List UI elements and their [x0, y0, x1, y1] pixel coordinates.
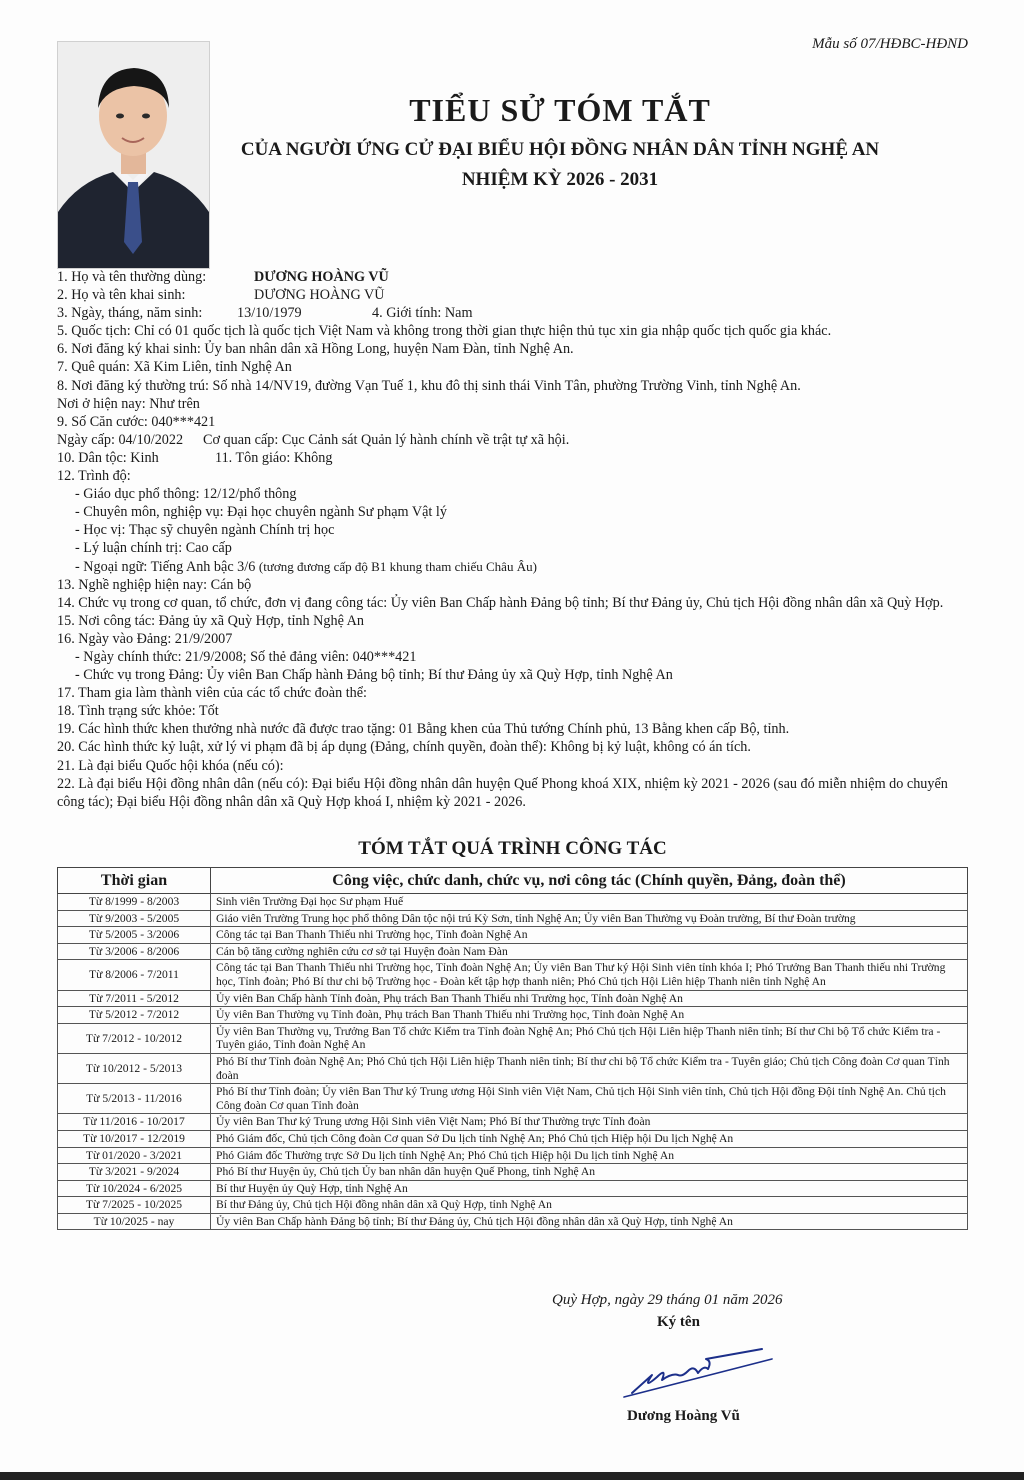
- table-row: [58, 1023, 968, 1053]
- info-line-10: [57, 449, 977, 467]
- info-line-6: 6. Nơi đăng ký khai sinh: Ủy ban nhân dân xã Hồng Long, huyện Nam Đàn, tỉnh Nghệ An.: [57, 341, 574, 358]
- table-row: [58, 1130, 968, 1147]
- id-issue-date: Ngày cấp: 04/10/2022: [57, 431, 184, 448]
- row-job: Công tác tại Ban Thanh Thiếu nhi Trường học, Tỉnh đoàn Nghệ An: [211, 927, 968, 944]
- info-line-12: 12. Trình độ:: [57, 468, 131, 485]
- bottom-edge-bar: [0, 1472, 1024, 1480]
- col-header-job: Công việc, chức danh, chức vụ, nơi công tác (Chính quyền, Đảng, đoàn thể): [211, 868, 968, 894]
- table-header-row: [58, 868, 968, 894]
- table-row: [58, 960, 968, 990]
- row-job: Ủy viên Ban Thư ký Trung ương Hội Sinh viên Việt Nam; Phó Bí thư Thường trực Tỉnh đoàn: [211, 1114, 968, 1131]
- form-code: Mẫu số 07/HĐBC-HĐND: [812, 36, 968, 52]
- row-time: Từ 8/2006 - 7/2011: [58, 960, 211, 990]
- table-row: [58, 990, 968, 1007]
- birth-name-value: DƯƠNG HOÀNG VŨ: [254, 287, 385, 304]
- info-line-1: [57, 268, 977, 286]
- row-time: Từ 10/2017 - 12/2019: [58, 1130, 211, 1147]
- info-line-9b: [57, 431, 977, 449]
- table-row: [58, 1007, 968, 1024]
- row-job: Phó Bí thư Tỉnh đoàn; Ủy viên Ban Thư ký Trung ương Hội Sinh viên Việt Nam, Chủ tịch Hội Sinh viên tỉnh, Chủ tịch Hội đồng Đội tỉnh Nghệ An. Chủ tịch Công đoàn Cơ quan Tỉnh đoàn: [211, 1084, 968, 1114]
- signer-name: Dương Hoàng Vũ: [627, 1408, 740, 1424]
- table-row: [58, 894, 968, 911]
- row-job: Phó Giám đốc Thường trực Sở Du lịch tỉnh Nghệ An; Phó Chủ tịch Hiệp hội Du lịch tỉnh Nghệ An: [211, 1147, 968, 1164]
- info-line-21: 21. Là đại biểu Quốc hội khóa (nếu có):: [57, 757, 284, 774]
- religion: 11. Tôn giáo: Không: [215, 449, 333, 466]
- document-subtitle: CỦA NGƯỜI ỨNG CỬ ĐẠI BIỂU HỘI ĐỒNG NHÂN DÂN TỈNH NGHỆ AN: [240, 139, 880, 160]
- table-row: [58, 943, 968, 960]
- row-job: Công tác tại Ban Thanh Thiếu nhi Trường học, Tỉnh đoàn Nghệ An; Ủy viên Ban Thư ký Hội Sinh viên tỉnh khóa I; Phó Trưởng Ban Thanh thiếu nhi Trường học, Tỉnh đoàn; Phó Bí thư chi bộ Trường học - Đoàn kết tập hợp thanh niên; Phó Chủ tịch Hội Liên hiệp Thanh niên tỉnh Nghệ An: [211, 960, 968, 990]
- party-official-date: - Ngày chính thức: 21/9/2008; Số thẻ đảng viên: 040***421: [75, 648, 417, 665]
- row-time: Từ 11/2016 - 10/2017: [58, 1114, 211, 1131]
- info-line-15: 15. Nơi công tác: Đảng ủy xã Quỳ Hợp, tỉnh Nghệ An: [57, 612, 364, 629]
- info-line-9: 9. Số Căn cước: 040***421: [57, 413, 216, 430]
- info-line-8: 8. Nơi đăng ký thường trú: Số nhà 14/NV19, đường Vạn Tuế 1, khu đô thị sinh thái Vinh Tân, phường Trường Vinh, tỉnh Nghệ An.: [57, 377, 801, 394]
- common-name-label: 1. Họ và tên thường dùng:: [57, 269, 207, 285]
- row-job: Giáo viên Trường Trung học phổ thông Dân tộc nội trú Kỳ Sơn, tỉnh Nghệ An; Ủy viên Ban Thường vụ Đoàn trường, Bí thư Đoàn trường: [211, 910, 968, 927]
- info-line-14: 14. Chức vụ trong cơ quan, tổ chức, đơn vị đang công tác: Ủy viên Ban Chấp hành Đảng bộ tỉnh; Bí thư Đảng ủy, Chủ tịch Hội đồng nhân dân xã Quỳ Hợp.: [57, 594, 944, 611]
- education-language: [57, 558, 977, 576]
- table-row: [58, 1180, 968, 1197]
- row-job: Ủy viên Ban Thường vụ Tỉnh đoàn, Phụ trách Ban Thanh Thiếu nhi Trường học, Tỉnh đoàn Nghệ An: [211, 1007, 968, 1024]
- row-time: Từ 7/2012 - 10/2012: [58, 1023, 211, 1053]
- row-job: Cán bộ tăng cường nghiên cứu cơ sở tại Huyện đoàn Nam Đàn: [211, 943, 968, 960]
- row-time: Từ 8/1999 - 8/2003: [58, 894, 211, 911]
- info-line-13: 13. Nghề nghiệp hiện nay: Cán bộ: [57, 576, 252, 593]
- row-time: Từ 10/2024 - 6/2025: [58, 1180, 211, 1197]
- work-history-table: [57, 867, 968, 1230]
- table-row: [58, 1197, 968, 1214]
- col-header-time: Thời gian: [58, 868, 211, 894]
- row-time: Từ 10/2012 - 5/2013: [58, 1053, 211, 1083]
- document-title: TIỂU SỬ TÓM TẮT: [409, 92, 711, 128]
- table-row: [58, 927, 968, 944]
- portrait-illustration: [58, 42, 209, 268]
- info-line-18: 18. Tình trạng sức khỏe: Tốt: [57, 703, 219, 720]
- row-job: Ủy viên Ban Thường vụ, Trưởng Ban Tổ chức Kiểm tra Tỉnh đoàn Nghệ An; Phó Chủ tịch Hội Liên hiệp Thanh niên tỉnh; Bí thư Chi bộ Tổ chức Kiểm tra - Tuyên giáo, Tỉnh đoàn Nghệ An: [211, 1023, 968, 1053]
- portrait-photo: [57, 41, 210, 269]
- birth-name-label: 2. Họ và tên khai sinh:: [57, 287, 186, 304]
- row-job: Phó Bí thư Huyện ủy, Chủ tịch Ủy ban nhân dân huyện Quế Phong, tỉnh Nghệ An: [211, 1164, 968, 1181]
- table-row: [58, 1147, 968, 1164]
- education-degree: - Học vị: Thạc sỹ chuyên ngành Chính trị học: [75, 522, 335, 539]
- table-row: [58, 1213, 968, 1230]
- row-time: Từ 7/2011 - 5/2012: [58, 990, 211, 1007]
- common-name-value: DƯƠNG HOÀNG VŨ: [254, 269, 389, 285]
- info-line-16: 16. Ngày vào Đảng: 21/9/2007: [57, 630, 233, 647]
- info-line-7: 7. Quê quán: Xã Kim Liên, tỉnh Nghệ An: [57, 359, 292, 376]
- row-job: Ủy viên Ban Chấp hành Đảng bộ tỉnh; Bí thư Đảng ủy, Chủ tịch Hội đồng nhân dân xã Quỳ Hợp, tỉnh Nghệ An: [211, 1213, 968, 1230]
- language-level: - Ngoại ngữ: Tiếng Anh bậc 3/6: [75, 558, 256, 575]
- row-time: Từ 10/2025 - nay: [58, 1213, 211, 1230]
- row-job: Phó Giám đốc, Chủ tịch Công đoàn Cơ quan Sở Du lịch tỉnh Nghệ An; Phó Chủ tịch Hiệp hội Du lịch Nghệ An: [211, 1130, 968, 1147]
- row-time: Từ 5/2005 - 3/2006: [58, 927, 211, 944]
- row-job: Bí thư Huyện ủy Quỳ Hợp, tỉnh Nghệ An: [211, 1180, 968, 1197]
- info-line-19: 19. Các hình thức khen thưởng nhà nước đã được trao tặng: 01 Bằng khen của Thủ tướng Chính phủ, 13 Bằng khen cấp Bộ, tỉnh.: [57, 721, 790, 738]
- row-job: Ủy viên Ban Chấp hành Tỉnh đoàn, Phụ trách Ban Thanh Thiếu nhi Trường học, Tỉnh đoàn Nghệ An: [211, 990, 968, 1007]
- education-general: - Giáo dục phổ thông: 12/12/phổ thông: [75, 486, 297, 503]
- work-history-title: TÓM TẮT QUÁ TRÌNH CÔNG TÁC: [358, 838, 667, 859]
- dob-label: 3. Ngày, tháng, năm sinh:: [57, 305, 203, 322]
- table-row: [58, 1114, 968, 1131]
- info-line-20: 20. Các hình thức kỷ luật, xử lý vi phạm đã bị áp dụng (Đảng, chính quyền, đoàn thể): Không bị kỷ luật, không có án tích.: [57, 739, 751, 756]
- row-job: Bí thư Đảng ủy, Chủ tịch Hội đồng nhân dân xã Quỳ Hợp, tỉnh Nghệ An: [211, 1197, 968, 1214]
- info-line-3: [57, 304, 977, 322]
- title-block: [220, 92, 900, 191]
- info-line-5: 5. Quốc tịch: Chỉ có 01 quốc tịch là quốc tịch Việt Nam và không trong thời gian thực hiện thủ tục xin gia nhập quốc tịch quốc gia khác.: [57, 323, 832, 340]
- table-row: [58, 1053, 968, 1083]
- row-time: Từ 3/2006 - 8/2006: [58, 943, 211, 960]
- info-line-22: 22. Là đại biểu Hội đồng nhân dân (nếu có): Đại biểu Hội đồng nhân dân huyện Quế Phong khoá XIX, nhiệm kỳ 2021 - 2026 (sau đó miễn nhiệm do chuyển công tác); Đại biểu Hội đồng nhân dân xã Quỳ Hợp khoá I, nhiệm kỳ 2021 - 2026.: [57, 775, 948, 810]
- ethnicity: 10. Dân tộc: Kinh: [57, 449, 159, 466]
- party-position: - Chức vụ trong Đảng: Ủy viên Ban Chấp hành Đảng bộ tỉnh; Bí thư Đảng ủy xã Quỳ Hợp, tỉnh Nghệ An: [75, 667, 673, 684]
- education-major: - Chuyên môn, nghiệp vụ: Đại học chuyên ngành Sư phạm Vật lý: [75, 504, 447, 521]
- row-job: Sinh viên Trường Đại học Sư phạm Huế: [211, 894, 968, 911]
- info-line-8b: Nơi ở hiện nay: Như trên: [57, 395, 200, 412]
- table-row: [58, 1164, 968, 1181]
- row-time: Từ 5/2013 - 11/2016: [58, 1084, 211, 1114]
- table-row: [58, 910, 968, 927]
- row-time: Từ 3/2021 - 9/2024: [58, 1164, 211, 1181]
- biography-info: [57, 268, 977, 811]
- document-term: NHIỆM KỲ 2026 - 2031: [461, 169, 659, 190]
- id-issue-agency: Cơ quan cấp: Cục Cảnh sát Quản lý hành chính về trật tự xã hội.: [203, 431, 570, 448]
- row-time: Từ 9/2003 - 5/2005: [58, 910, 211, 927]
- work-history-body: [58, 894, 968, 1230]
- gender: 4. Giới tính: Nam: [372, 305, 473, 322]
- dob-value: 13/10/1979: [237, 305, 302, 322]
- sign-label: Ký tên: [657, 1314, 700, 1330]
- table-row: [58, 1084, 968, 1114]
- row-job: Phó Bí thư Tỉnh đoàn Nghệ An; Phó Chủ tịch Hội Liên hiệp Thanh niên tỉnh; Bí thư chi bộ Tổ chức Kiểm tra - Tuyên giáo; Chủ tịch Công đoàn Cơ quan Tỉnh đoàn: [211, 1053, 968, 1083]
- info-line-2: [57, 286, 977, 304]
- row-time: Từ 5/2012 - 7/2012: [58, 1007, 211, 1024]
- education-political: - Lý luận chính trị: Cao cấp: [75, 540, 232, 557]
- language-equivalent: (tương đương cấp độ B1 khung tham chiếu Châu Âu): [258, 558, 537, 574]
- info-line-17: 17. Tham gia làm thành viên của các tổ chức đoàn thể:: [57, 685, 367, 702]
- handwritten-signature: [612, 1335, 782, 1405]
- sign-place-date: Quỳ Hợp, ngày 29 tháng 01 năm 2026: [552, 1292, 783, 1308]
- row-time: Từ 01/2020 - 3/2021: [58, 1147, 211, 1164]
- row-time: Từ 7/2025 - 10/2025: [58, 1197, 211, 1214]
